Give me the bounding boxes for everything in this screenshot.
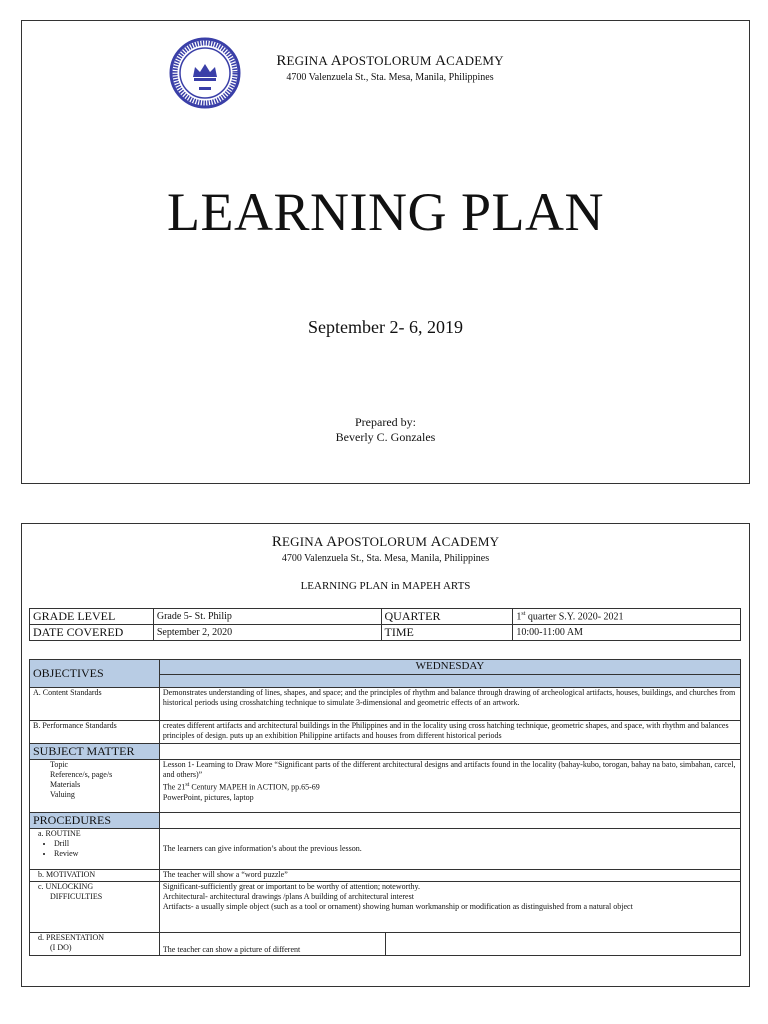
table-row [30,933,741,956]
prepared-by [22,415,749,445]
reference-text: The 21st Century MAPEH in ACTION, pp.65-69 [162,782,320,792]
topic-text: Lesson 1- Learning to Draw More “Significant parts of the different architectural designs and artifacts found in the locality (bahay-kubo, torogan, bahay na bato, simbahan, carcel, and others)” [162,760,736,779]
table-row [30,882,741,933]
subject-matter-label: SUBJECT MATTER [30,744,160,760]
school-name: REGINA APOSTOLORUM ACADEMY [276,53,504,69]
table-row [30,829,741,870]
procedures-blank [159,813,740,829]
list-item: • Drill [54,839,156,849]
content-standards-label: A. Content Standards [30,688,160,721]
subject-matter-details [159,760,740,813]
routine-list [38,839,156,859]
performance-standards-text: creates different artifacts and architectural buildings in the Philippines and in the locality using cross hatching technique, geometric shapes, and space, with rhythm and balances principles of design. puts up an exhibition Philippine artifacts and houses from different historical periods [159,721,740,744]
school-name: REGINA APOSTOLORUM ACADEMY [271,534,500,550]
cover-page [21,20,750,484]
table-row [30,870,741,882]
date-label: DATE COVERED [30,625,154,641]
subject-matter-blank [159,744,740,760]
grade-value: Grade 5- St. Philip [153,609,381,625]
motivation-text: The teacher will show a “word puzzle” [159,870,740,882]
cover-date: September 2- 6, 2019 [308,317,463,337]
learning-plan-page [21,523,750,987]
plan-title: LEARNING PLAN in MAPEH ARTS [300,580,471,592]
motivation-label: b. MOTIVATION [30,870,160,882]
unlocking-text: Significant-sufficiently great or important to be worthy of attention; noteworthy. Architectural- architectural drawings /plans A building of architectural interest Artifacts- a usually simple object (such as a tool or ornament) showing human workmanship or modification as distinguished from a natural object [159,882,740,933]
materials-text: PowerPoint, pictures, laptop [162,792,254,802]
school-header [22,534,749,564]
table-row [30,813,741,829]
table-row [30,625,741,641]
date-value: September 2, 2020 [153,625,381,641]
unlocking-label: c. UNLOCKING DIFFICULTIES [30,882,160,933]
info-table [29,608,741,641]
day-subheader [159,675,740,688]
school-address: 4700 Valenzuela St., Sta. Mesa, Manila, Philippines [281,553,490,564]
table-row [30,609,741,625]
presentation-text: The teacher can show a picture of different [159,933,385,956]
table-row [30,760,741,813]
objectives-label: OBJECTIVES [30,660,160,688]
cover-title: LEARNING PLAN [167,182,604,242]
time-label: TIME [381,625,513,641]
table-row [30,660,741,675]
content-standards-text: Demonstrates understanding of lines, shapes, and space; and the principles of rhythm and balance through drawing of archeological artifacts, houses, buildings, and churches from historical periods using crosshatching technique to simulate 3-dimensional and geometric effects of an artwork. [159,688,740,721]
table-row [30,721,741,744]
quarter-label: QUARTER [381,609,513,625]
lesson-table [29,659,741,956]
table-row [30,688,741,721]
preparer-name: Beverly C. Gonzales [335,430,436,444]
routine-cell [30,829,160,870]
performance-standards-label: B. Performance Standards [30,721,160,744]
table-row [30,744,741,760]
presentation-label: d. PRESENTATION (I DO) [30,933,160,956]
routine-label: a. ROUTINE [38,829,81,838]
routine-text: The learners can give information’s about the previous lesson. [159,829,740,870]
day-header: WEDNESDAY [159,660,740,675]
grade-label: GRADE LEVEL [30,609,154,625]
time-value: 10:00-11:00 AM [513,625,741,641]
quarter-value: 1st quarter S.Y. 2020- 2021 [513,609,741,625]
school-header [150,53,630,83]
prepared-label: Prepared by: [355,415,416,429]
school-address: 4700 Valenzuela St., Sta. Mesa, Manila, Philippines [286,72,494,83]
list-item: • Review [54,849,156,859]
presentation-blank [385,933,740,956]
subject-items: Topic Reference/s, page/s Materials Valuing [30,760,160,813]
procedures-label: PROCEDURES [30,813,160,829]
